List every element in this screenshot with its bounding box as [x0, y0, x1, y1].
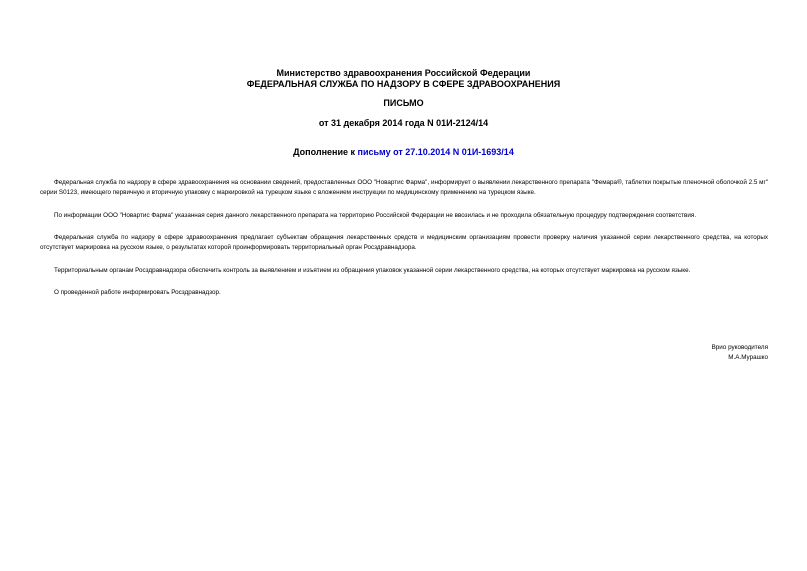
- letter-type: ПИСЬМО: [383, 98, 424, 108]
- paragraph: Федеральная служба по надзору в сфере здравоохранения на основании сведений, предоставленных ООО "Новартис Фарма", информирует о выявлении лекарственного препарата "Фемара®, таблетки покрытые пленочной оболочкой 2.5 мг" серии S0123, имеющего первичную и вторичную упаковку с маркировкой на турецком языке с вложением инструкции по медицинскому применению на турецком языке.: [40, 179, 768, 196]
- paragraph: По информации ООО "Новартис Фарма" указанная серия данного лекарственного препарата на территорию Российской Федерации не ввозилась и не проходила обязательную процедуру подтверждения соответствия.: [54, 211, 697, 219]
- supplement-line: [0, 147, 807, 158]
- signature-block: [712, 343, 768, 363]
- signatory-position: Врио руководителя: [711, 344, 768, 351]
- paragraph: Федеральная служба по надзору в сфере здравоохранения предлагает субъектам обращения лекарственных средств и медицинским организациям провести проверку наличия указанной серии лекарственного средства, на которых отсутствует маркировка на русском языке, о результатах которой проинформировать территориальный орган Росздравнадзора.: [40, 234, 768, 251]
- document-header: [0, 68, 807, 90]
- letter-date: от 31 декабря 2014 года N 01И-2124/14: [318, 118, 489, 128]
- letter-body: [40, 178, 768, 311]
- paragraph: Территориальным органам Росздравнадзора обеспечить контроль за выявлением и изъятием из обращения упаковок указанной серии лекарственного средства, на которых отсутствует маркировка на русском языке.: [54, 266, 691, 274]
- supplement-prefix: Дополнение к: [293, 147, 358, 157]
- ministry-name: Министерство здравоохранения Российской Федерации: [276, 68, 531, 78]
- signatory-name: М.А.Мурашко: [728, 354, 768, 361]
- referenced-letter-link[interactable]: письму от 27.10.2014 N 01И-1693/14: [357, 147, 514, 157]
- service-name: ФЕДЕРАЛЬНАЯ СЛУЖБА ПО НАДЗОРУ В СФЕРЕ ЗДРАВООХРАНЕНИЯ: [246, 79, 561, 89]
- paragraph: О проведенной работе информировать Росздравнадзор.: [54, 289, 221, 296]
